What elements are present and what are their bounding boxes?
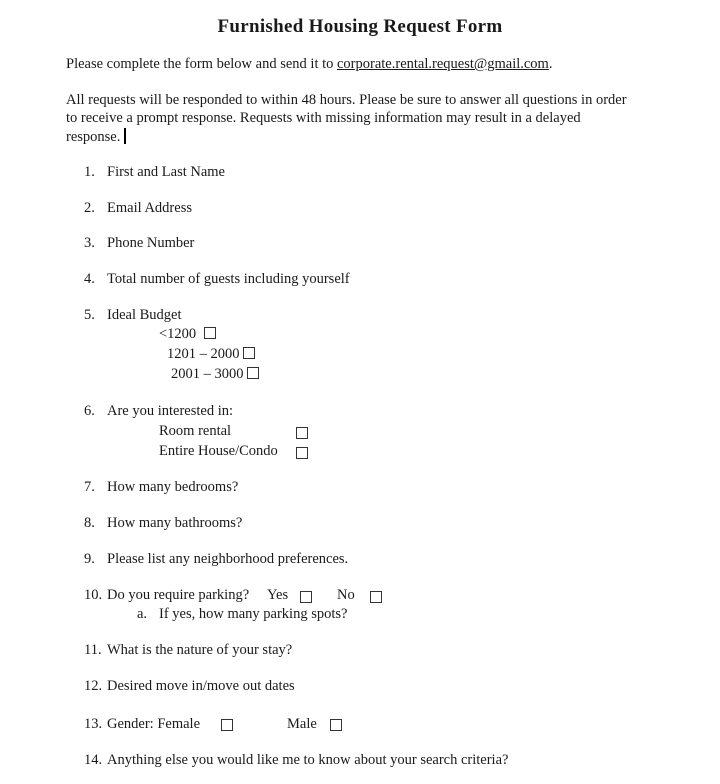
option-label: 1201 – 2000: [167, 346, 240, 362]
sub-question-label: a.: [137, 606, 148, 622]
question-text: Ideal Budget: [107, 307, 182, 323]
gender-male-checkbox[interactable]: [330, 719, 342, 731]
option-room-rental-label: Room rental: [159, 423, 232, 439]
question-text: Do you require parking?: [107, 587, 250, 603]
checkbox[interactable]: [243, 347, 255, 359]
intro-paragraph-end: response.: [66, 129, 121, 145]
question-text: How many bathrooms?: [107, 515, 243, 531]
question-number: 10.: [84, 587, 103, 603]
page-title: Furnished Housing Request Form: [217, 16, 503, 37]
checkbox[interactable]: [204, 327, 216, 339]
sub-question-text: If yes, how many parking spots?: [159, 606, 348, 622]
parking-no-checkbox[interactable]: [370, 591, 382, 603]
intro-paragraph-line-1: All requests will be responded to within 48 hours. Please be sure to answer all questions in order: [66, 92, 627, 108]
question-number: 12.: [84, 678, 103, 694]
question-text: Total number of guests including yourself: [107, 271, 350, 287]
question-number: 2.: [84, 200, 95, 216]
option-room-rental-checkbox[interactable]: [296, 427, 308, 439]
option-entire-house-label: Entire House/Condo: [159, 443, 278, 459]
budget-option-1201-2000: [167, 346, 255, 363]
question-number: 11.: [84, 642, 102, 658]
checkbox[interactable]: [247, 367, 259, 379]
question-text: How many bedrooms?: [107, 479, 239, 495]
email-link[interactable]: corporate.rental.request@gmail.com: [337, 56, 549, 72]
option-label: <1200: [159, 326, 197, 342]
question-number: 13.: [84, 716, 103, 732]
question-number: 1.: [84, 164, 95, 180]
question-text: First and Last Name: [107, 164, 225, 180]
question-number: 14.: [84, 752, 103, 768]
gender-female-checkbox[interactable]: [221, 719, 233, 731]
question-number: 9.: [84, 551, 95, 567]
budget-option-under-1200: [159, 326, 216, 343]
question-number: 5.: [84, 307, 95, 323]
question-number: 7.: [84, 479, 95, 495]
question-number: 4.: [84, 271, 95, 287]
question-text: Desired move in/move out dates: [107, 678, 295, 694]
parking-yes-checkbox[interactable]: [300, 591, 312, 603]
parking-yes-label: Yes: [267, 587, 289, 603]
question-text: Phone Number: [107, 235, 195, 251]
gender-male-label: Male: [287, 716, 317, 732]
intro-paragraph-line-3: [66, 128, 126, 146]
intro-line: [66, 56, 552, 73]
text-cursor: [124, 128, 126, 144]
parking-no-label: No: [337, 587, 355, 603]
option-entire-house-checkbox[interactable]: [296, 447, 308, 459]
question-text: Anything else you would like me to know about your search criteria?: [107, 752, 509, 768]
question-text: What is the nature of your stay?: [107, 642, 293, 658]
question-number: 8.: [84, 515, 95, 531]
budget-option-2001-3000: [171, 366, 259, 383]
option-label: 2001 – 3000: [171, 366, 244, 382]
question-text: Please list any neighborhood preferences.: [107, 551, 349, 567]
question-text: Are you interested in:: [107, 403, 234, 419]
question-number: 6.: [84, 403, 95, 419]
intro-paragraph-line-2: to receive a prompt response. Requests with missing information may result in a delayed: [66, 110, 581, 126]
question-text: Email Address: [107, 200, 192, 216]
question-number: 3.: [84, 235, 95, 251]
question-text: Gender: Female: [107, 716, 201, 732]
intro-text: Please complete the form below and send it to: [66, 56, 337, 72]
intro-period: .: [548, 56, 553, 72]
